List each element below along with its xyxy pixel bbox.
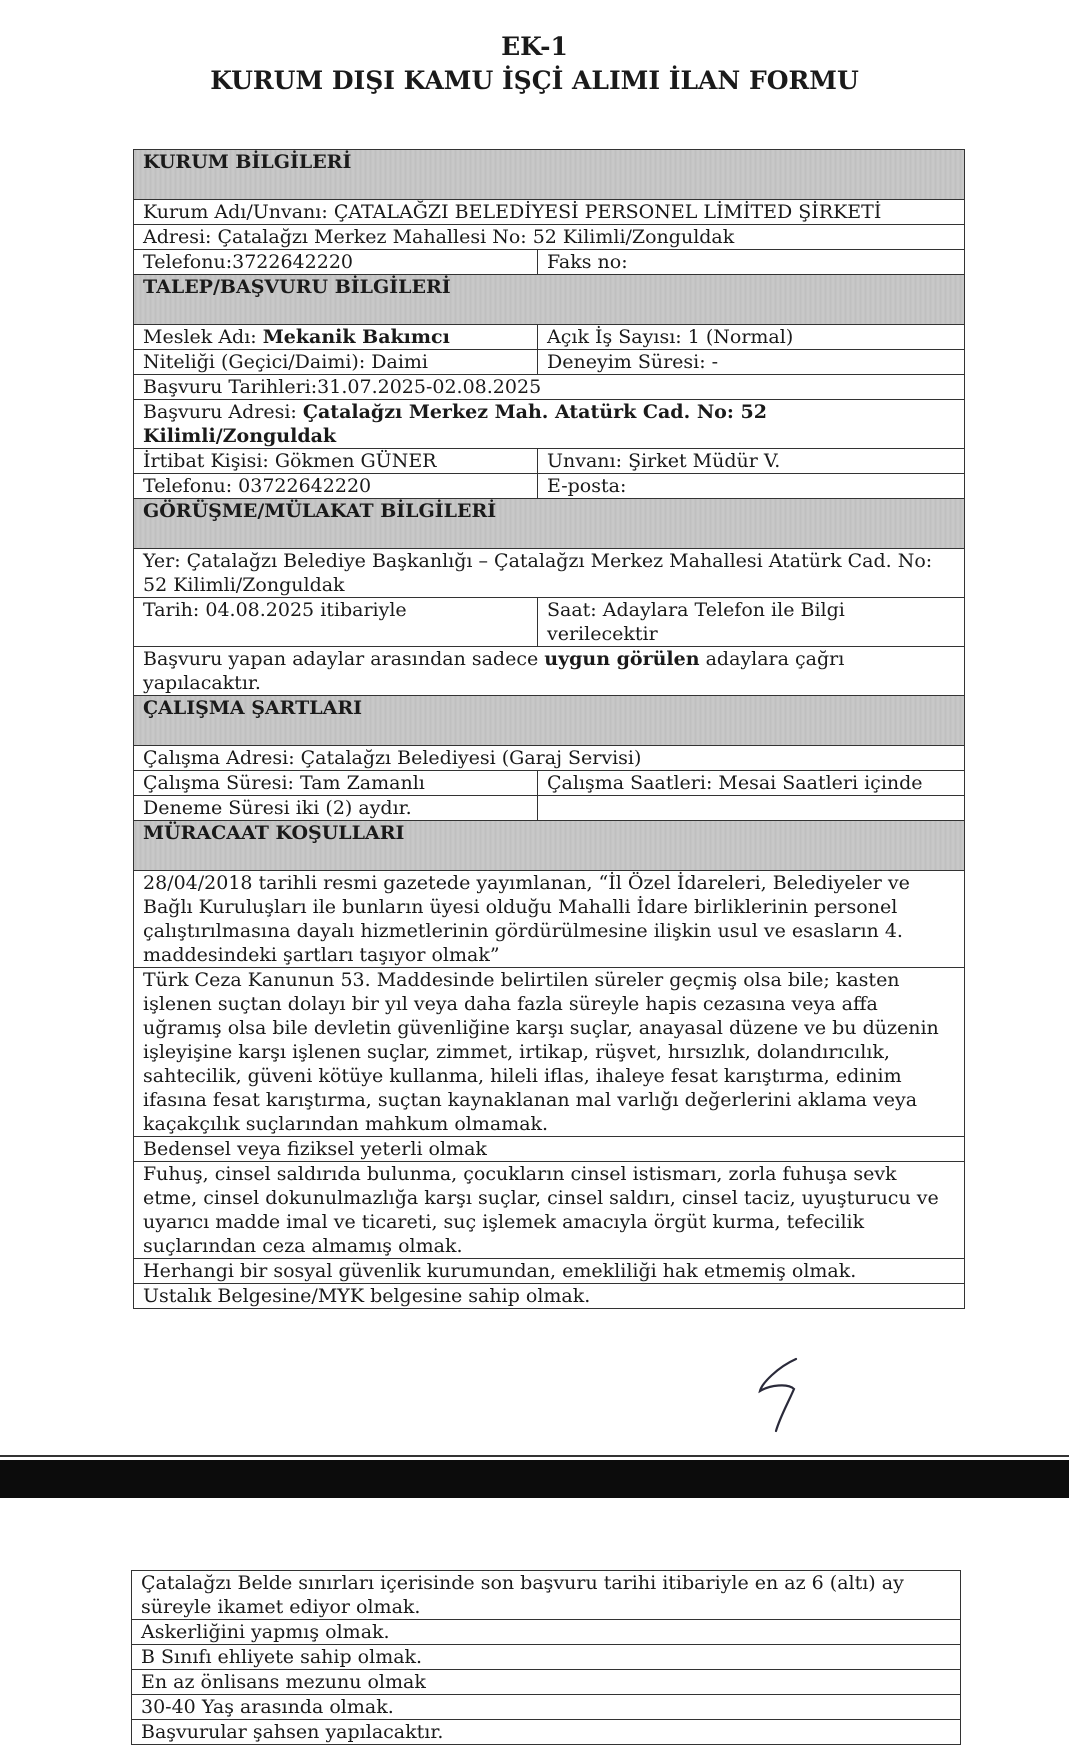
document-code: EK-1 bbox=[501, 32, 568, 61]
kurum-name: Kurum Adı/Unvanı: ÇATALAĞZI BELEDİYESİ PERSONEL LİMİTED ŞİRKETİ bbox=[134, 200, 965, 225]
condition-item: B Sınıfı ehliyete sahip olmak. bbox=[132, 1645, 961, 1670]
empty-cell bbox=[538, 796, 965, 821]
section-calisma-heading: ÇALIŞMA ŞARTLARI bbox=[134, 696, 965, 746]
application-address bbox=[134, 400, 965, 449]
condition-item: Başvurular şahsen yapılacaktır. bbox=[132, 1720, 961, 1745]
interview-note-bold: uygun görülen bbox=[544, 648, 700, 670]
conditions-continuation-table bbox=[131, 1570, 961, 1745]
interview-time: Saat: Adaylara Telefon ile Bilgi verilecektir bbox=[538, 598, 965, 647]
page-divider-band bbox=[0, 1460, 1069, 1498]
contact-title: Unvanı: Şirket Müdür V. bbox=[538, 449, 965, 474]
contact-person: İrtibat Kişisi: Gökmen GÜNER bbox=[134, 449, 538, 474]
interview-note-suffix: adaylara çağrı yapılacaktır. bbox=[143, 648, 845, 694]
condition-item: 28/04/2018 tarihli resmi gazetede yayımlanan, “İl Özel İdareleri, Belediyeler ve Bağlı Kuruluşları ile bunların üyesi olduğu Mahalli İdare birliklerinin personel çalıştırılmasına dayalı hizmetlerinin gördürülmesine ilişkin usul ve esasların 4. maddesindeki şartları taşıyor olmak” bbox=[134, 871, 965, 968]
section-kurum-heading: KURUM BİLGİLERİ bbox=[134, 150, 965, 200]
document-title: KURUM DIŞI KAMU İŞÇİ ALIMI İLAN FORMU bbox=[210, 66, 859, 95]
interview-date: Tarih: 04.08.2025 itibariyle bbox=[134, 598, 538, 647]
condition-item: Askerliğini yapmış olmak. bbox=[132, 1620, 961, 1645]
interview-location: Yer: Çatalağzı Belediye Başkanlığı – Çatalağzı Merkez Mahallesi Atatürk Cad. No: 52 Kilimli/Zonguldak bbox=[134, 549, 965, 598]
page-divider-line bbox=[0, 1455, 1069, 1457]
kurum-fax: Faks no: bbox=[538, 250, 965, 275]
interview-note bbox=[134, 647, 965, 696]
condition-item: En az önlisans mezunu olmak bbox=[132, 1670, 961, 1695]
occupation-label: Meslek Adı: bbox=[143, 326, 263, 348]
application-address-value: Çatalağzı Merkez Mah. Atatürk Cad. No: 52 Kilimli/Zonguldak bbox=[143, 401, 767, 447]
section-gorusme-heading: GÖRÜŞME/MÜLAKAT BİLGİLERİ bbox=[134, 499, 965, 549]
occupation-value: Mekanik Bakımcı bbox=[262, 326, 450, 348]
work-address: Çalışma Adresi: Çatalağzı Belediyesi (Garaj Servisi) bbox=[134, 746, 965, 771]
kurum-address: Adresi: Çatalağzı Merkez Mahallesi No: 52 Kilimli/Zonguldak bbox=[134, 225, 965, 250]
probation-period: Deneme Süresi iki (2) aydır. bbox=[134, 796, 538, 821]
condition-item: Herhangi bir sosyal güvenlik kurumundan, emekliliği hak etmemiş olmak. bbox=[134, 1259, 965, 1284]
section-muracaat-heading: MÜRACAAT KOŞULLARI bbox=[134, 821, 965, 871]
application-dates: Başvuru Tarihleri:31.07.2025-02.08.2025 bbox=[134, 375, 965, 400]
condition-item: 30-40 Yaş arasında olmak. bbox=[132, 1695, 961, 1720]
signature bbox=[748, 1355, 808, 1435]
interview-note-prefix: Başvuru yapan adaylar arasından sadece bbox=[143, 648, 545, 670]
condition-item: Fuhuş, cinsel saldırıda bulunma, çocukların cinsel istismarı, zorla fuhuşa sevk etme, cinsel dokunulmazlığa karşı suçlar, cinsel saldırı, cinsel taciz, uyuşturucu ve uyarıcı madde imal ve ticareti, suç işlemek amacıyla örgüt kurma, tefecilik suçlarından ceza almamış olmak. bbox=[134, 1162, 965, 1259]
contact-phone: Telefonu: 03722642220 bbox=[134, 474, 538, 499]
open-positions: Açık İş Sayısı: 1 (Normal) bbox=[538, 325, 965, 350]
application-address-label: Başvuru Adresi: bbox=[143, 401, 303, 423]
condition-item: Bedensel veya fiziksel yeterli olmak bbox=[134, 1137, 965, 1162]
kurum-phone: Telefonu:3722642220 bbox=[134, 250, 538, 275]
contact-email: E-posta: bbox=[538, 474, 965, 499]
section-talep-heading: TALEP/BAŞVURU BİLGİLERİ bbox=[134, 275, 965, 325]
experience-duration: Deneyim Süresi: - bbox=[538, 350, 965, 375]
condition-item: Ustalık Belgesine/MYK belgesine sahip olmak. bbox=[134, 1284, 965, 1309]
condition-item: Türk Ceza Kanunun 53. Maddesinde belirtilen süreler geçmiş olsa bile; kasten işlenen suçtan dolayı bir yıl veya daha fazla süreyle hapis cezasına veya affa uğramış olsa bile devletin güvenliğine karşı suçlar, anayasal düzene ve bu düzenin işleyişine karşı işlenen suçlar, zimmet, irtikap, rüşvet, hırsızlık, dolandırıcılık, sahtecilik, güveni kötüye kullanma, hileli iflas, ihaleye fesat karıştırma, edinim ifasına fesat karıştırma, suçtan kaynaklanan mal varlığı değerlerini aklama veya kaçakçılık suçlarından mahkum olmamak. bbox=[134, 968, 965, 1137]
work-duration: Çalışma Süresi: Tam Zamanlı bbox=[134, 771, 538, 796]
position-nature: Niteliği (Geçici/Daimi): Daimi bbox=[134, 350, 538, 375]
announcement-form-table bbox=[133, 149, 965, 1309]
condition-item: Çatalağzı Belde sınırları içerisinde son başvuru tarihi itibariyle en az 6 (altı) ay süreyle ikamet ediyor olmak. bbox=[132, 1571, 961, 1620]
work-hours: Çalışma Saatleri: Mesai Saatleri içinde bbox=[538, 771, 965, 796]
occupation-cell bbox=[134, 325, 538, 350]
